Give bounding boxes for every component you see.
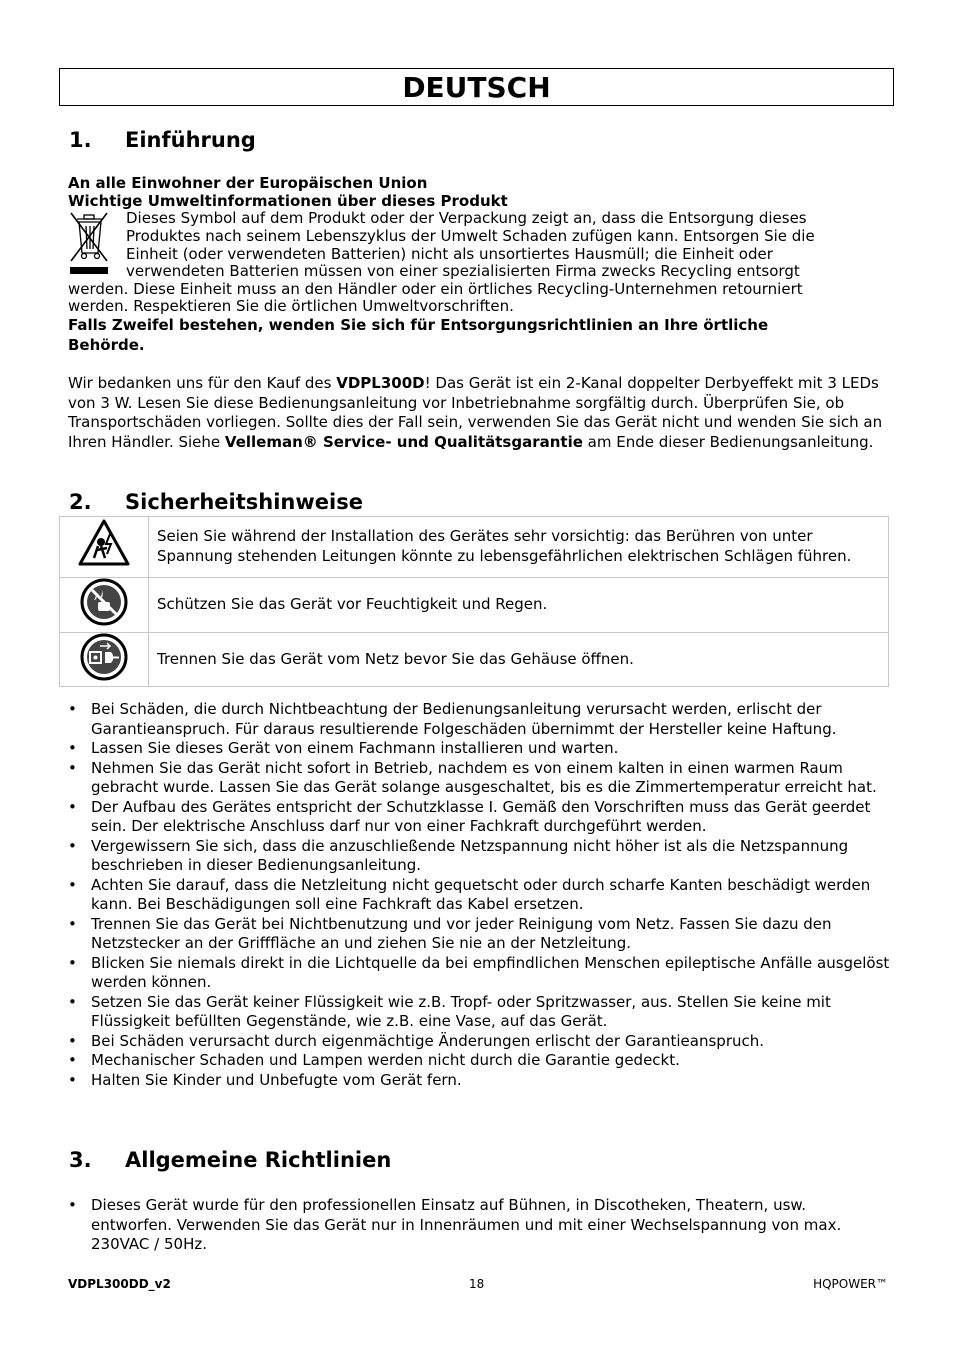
weee-text-line: Dieses Symbol auf dem Produkt oder der Verpackung zeigt an, dass die Entsorgung dieses — [126, 209, 807, 227]
list-item: • Dieses Gerät wurde für den professionellen Einsatz auf Bühnen, in Discotheken, Theatern, usw. entworfen. Verwenden Sie das Gerät nur in Innenräumen und mit einer Wechselspannung von max. 230VAC / 50Hz. — [68, 1196, 890, 1255]
list-item: • Halten Sie Kinder und Unbefugte vom Gerät fern. — [68, 1071, 890, 1091]
language-title: DEUTSCH — [402, 71, 551, 104]
model-name: VDPL300D — [336, 374, 425, 392]
weee-text-line: Einheit (oder verwendeten Batterien) nicht als unsortiertes Hausmüll; die Einheit oder — [126, 245, 773, 263]
doubt-notice-line: Behörde. — [68, 336, 145, 354]
section-number: 1. — [69, 128, 92, 152]
thanks-text: am Ende dieser Bedienungsanleitung. — [582, 432, 874, 451]
weee-text-line: werden. Respektieren Sie die örtlichen Umweltvorschriften. — [68, 297, 514, 315]
section-1-heading — [69, 128, 256, 152]
crossed-out-wheelie-bin-icon — [67, 209, 111, 277]
footer-brand: HQPOWER™ — [813, 1277, 888, 1291]
table-cell-text: Seien Sie während der Installation des Gerätes sehr vorsichtig: das Berühren von unter Spannung stehenden Leitungen könnte zu lebensgefährlichen elektrischen Schlägen führen. — [149, 517, 889, 578]
table-cell-text: Schützen Sie das Gerät vor Feuchtigkeit und Regen. — [149, 578, 889, 633]
no-moisture-icon — [80, 612, 128, 630]
safety-icons-table — [59, 516, 889, 687]
eu-residents-heading: An alle Einwohner der Europäischen Union — [68, 174, 428, 192]
icon-cell — [60, 632, 149, 687]
environment-info-heading: Wichtige Umweltinformationen über dieses Produkt — [68, 192, 508, 210]
section-2-heading — [69, 490, 363, 514]
weee-text-line: Produktes nach seinem Lebenszyklus der Umwelt Schaden zufügen kann. Entsorgen Sie die — [126, 227, 815, 245]
section-number: 3. — [69, 1148, 92, 1172]
table-cell-text: Trennen Sie das Gerät vom Netz bevor Sie das Gehäuse öffnen. — [149, 632, 889, 687]
icon-cell — [60, 578, 149, 633]
language-header-box — [59, 68, 894, 106]
list-item: • Achten Sie darauf, dass die Netzleitung nicht gequetscht oder durch scharfe Kanten beschädigt werden kann. Bei Beschädigungen soll eine Fachkraft das Kabel ersetzen. — [68, 876, 890, 915]
list-item: • Mechanischer Schaden und Lampen werden nicht durch die Garantie gedeckt. — [68, 1051, 890, 1071]
safety-bullet-list — [68, 700, 890, 1090]
icon-cell — [60, 517, 149, 578]
weee-text-line: verwendeten Batterien müssen von einer spezialisierten Firma zwecks Recycling entsorgt — [126, 262, 800, 280]
section-title: Allgemeine Richtlinien — [125, 1148, 392, 1172]
section-number: 2. — [69, 490, 92, 514]
list-item: • Bei Schäden, die durch Nichtbeachtung der Bedienungsanleitung verursacht werden, erlischt der Garantieanspruch. Für daraus resultierende Folgeschäden übernimmt der Hersteller keine Haftung. — [68, 700, 890, 739]
list-item: • Lassen Sie dieses Gerät von einem Fachmann installieren und warten. — [68, 739, 890, 759]
table-row — [60, 578, 889, 633]
doubt-notice-line: Falls Zweifel bestehen, wenden Sie sich für Entsorgungsrichtlinien an Ihre örtliche — [68, 316, 769, 334]
list-item: • Bei Schäden verursacht durch eigenmächtige Änderungen erlischt der Garantieanspruch. — [68, 1032, 890, 1052]
thanks-text: Wir bedanken uns für den Kauf des — [68, 374, 337, 392]
table-row — [60, 517, 889, 578]
unplug-icon — [80, 667, 128, 685]
weee-text-line: werden. Diese Einheit muss an den Händler oder ein örtliches Recycling-Unternehmen retourniert — [68, 280, 803, 298]
list-item: • Blicken Sie niemals direkt in die Lichtquelle da bei empfindlichen Menschen epileptische Anfälle ausgelöst werden können. — [68, 954, 890, 993]
general-bullet-list — [68, 1196, 890, 1255]
guarantee-reference: Velleman® Service- und Qualitätsgarantie — [224, 432, 583, 451]
electric-shock-warning-icon — [77, 556, 131, 574]
list-item: • Vergewissern Sie sich, dass die anzuschließende Netzspannung nicht höher ist als die Netzspannung beschrieben in dieser Bedienungsanleitung. — [68, 837, 890, 876]
section-3-heading — [69, 1148, 391, 1172]
list-item: • Trennen Sie das Gerät bei Nichtbenutzung und vor jeder Reinigung vom Netz. Fassen Sie dazu den Netzstecker an der Grifffläche an und ziehen Sie nie an der Netzleitung. — [68, 915, 890, 954]
list-item: • Der Aufbau des Gerätes entspricht der Schutzklasse I. Gemäß den Vorschriften muss das Gerät geerdet sein. Der elektrische Anschluss darf nur von einer Fachkraft durchgeführt werden. — [68, 798, 890, 837]
list-item: • Nehmen Sie das Gerät nicht sofort in Betrieb, nachdem es von einem kalten in einen warmen Raum gebracht wurde. Lassen Sie das Gerät solange ausgeschaltet, bis es die Zimmertemperatur erreicht hat. — [68, 759, 890, 798]
thanks-text: ! Das Gerät ist ein 2-Kanal doppelter Derbyeffekt mit 3 LEDs von 3 W. Lesen Sie diese Bedienungsanleitung vor Inbetriebnahme sorgfältig durch. Überprüfen Sie, ob Transportschäden vorliegen. Sollte dies der Fall sein, verwenden Sie das Gerät nicht und wenden Sie sich an Ihren Händler. Siehe — [68, 374, 883, 451]
table-row — [60, 632, 889, 687]
footer-doc-id: VDPL300DD_v2 — [68, 1277, 171, 1291]
section-title: Sicherheitshinweise — [125, 490, 363, 514]
footer-page-number: 18 — [469, 1277, 485, 1291]
thanks-paragraph — [68, 374, 888, 452]
section-title: Einführung — [125, 128, 256, 152]
list-item: • Setzen Sie das Gerät keiner Flüssigkeit wie z.B. Tropf- oder Spritzwasser, aus. Stellen Sie keine mit Flüssigkeit befüllten Gegenstände, wie z.B. eine Vase, auf das Gerät. — [68, 993, 890, 1032]
